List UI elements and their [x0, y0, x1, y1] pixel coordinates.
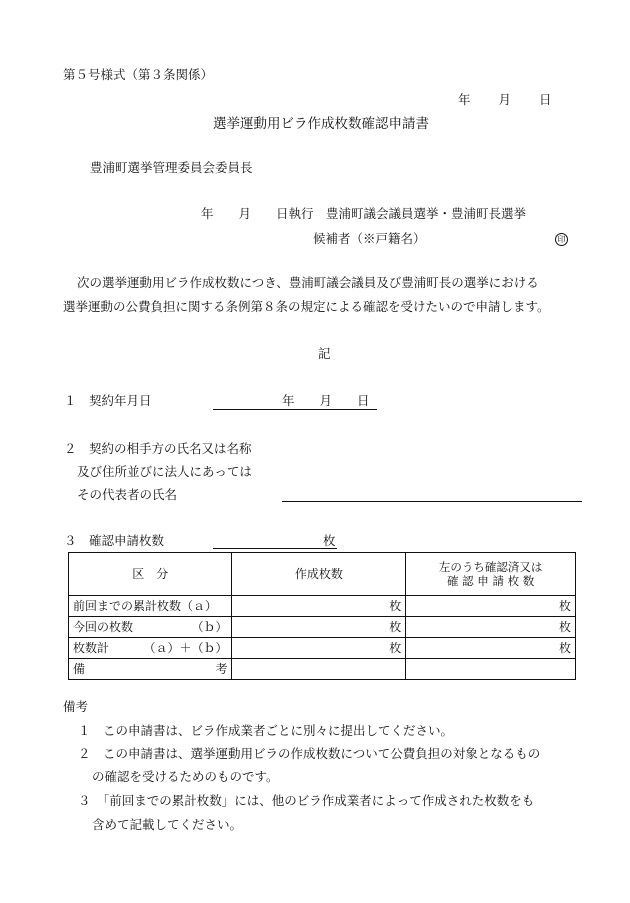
- row-total-created-unit: 枚: [232, 638, 406, 659]
- note-2-cont: の確認を受けるためのものです。: [92, 769, 279, 784]
- count-table: [68, 552, 576, 680]
- row-total-label: 枚数計: [73, 641, 110, 655]
- row-b-created-unit: 枚: [232, 617, 406, 638]
- row-total-label-formula: （ａ）＋（ｂ）: [143, 641, 228, 655]
- candidate-label: 候補者（※戸籍名）: [313, 231, 426, 246]
- addressee: 豊浦町選挙管理委員会委員長: [90, 160, 253, 175]
- row-a-label: 前回までの累計枚数（ａ）: [69, 596, 232, 617]
- table-row-remarks: [69, 659, 576, 680]
- remarks-created-cell: [232, 659, 406, 680]
- header-confirmed-line-2: 確 認 申 請 枚 数: [447, 574, 535, 588]
- item3-label: ３ 確認申請枚数: [64, 533, 165, 548]
- item3-unit: 枚: [323, 533, 336, 548]
- body-line-2: 選挙運動の公費負担に関する条例第８条の規定による確認を受けたいので申請します。: [63, 299, 550, 314]
- row-a-created-unit: 枚: [232, 596, 406, 617]
- note-3-cont: 含めて記載してください。: [92, 817, 243, 832]
- item3-underline: [213, 548, 337, 549]
- election-line: 年 月 日執行 豊浦町議会議員選挙・豊浦町長選挙: [201, 206, 527, 221]
- row-total-label-cell: [69, 638, 232, 659]
- notes-heading: 備考: [63, 699, 89, 714]
- item2-line-3: その代表者の氏名: [77, 487, 178, 502]
- table-row: [69, 596, 576, 617]
- item2-line-1: ２ 契約の相手方の氏名又は名称: [64, 441, 252, 456]
- table-row: [69, 638, 576, 659]
- table-row: [69, 617, 576, 638]
- row-b-label-mark: （ｂ）: [191, 620, 228, 634]
- header-confirmed-line-1: 左のうち確認済又は: [438, 559, 543, 574]
- note-1: １ この申請書は、ビラ作成業者ごとに別々に提出してください。: [78, 723, 454, 738]
- remarks-label-cell: [69, 659, 232, 680]
- header-created: 作成枚数: [232, 553, 406, 596]
- ki-mark: 記: [318, 346, 331, 361]
- row-b-confirmed-unit: 枚: [406, 617, 576, 638]
- row-total-confirmed-unit: 枚: [406, 638, 576, 659]
- header-confirmed: [406, 553, 576, 596]
- remarks-label-left: 備: [73, 662, 86, 676]
- date-line: 年 月 日: [458, 92, 553, 107]
- remarks-confirmed-cell: [406, 659, 576, 680]
- remarks-label-right: 考: [215, 662, 228, 676]
- item1-underline: [213, 409, 377, 410]
- document-title: 選挙運動用ビラ作成枚数確認申請書: [213, 116, 429, 132]
- table-header-row: [69, 553, 576, 596]
- form-number: 第５号様式（第３条関係）: [63, 67, 214, 82]
- item1-date: 年 月 日: [282, 393, 370, 408]
- item2-underline: [282, 501, 582, 502]
- seal-mark: 印: [555, 233, 568, 246]
- body-line-1: 次の選挙運動用ビラ作成枚数につき、豊浦町議会議員及び豊浦町長の選挙における: [77, 275, 539, 290]
- row-a-confirmed-unit: 枚: [406, 596, 576, 617]
- item1-label: １ 契約年月日: [64, 393, 152, 408]
- note-2: ２ この申請書は、選挙運動用ビラの作成枚数について公費負担の対象となるもの: [78, 746, 541, 761]
- item2-line-2: 及び住所並びに法人にあっては: [77, 464, 252, 479]
- note-3: ３ 「前回までの累計枚数」には、他のビラ作成業者によって作成された枚数をも: [78, 793, 535, 808]
- row-b-label-cell: [69, 617, 232, 638]
- header-category: 区 分: [69, 553, 232, 596]
- row-b-label: 今回の枚数: [73, 620, 134, 634]
